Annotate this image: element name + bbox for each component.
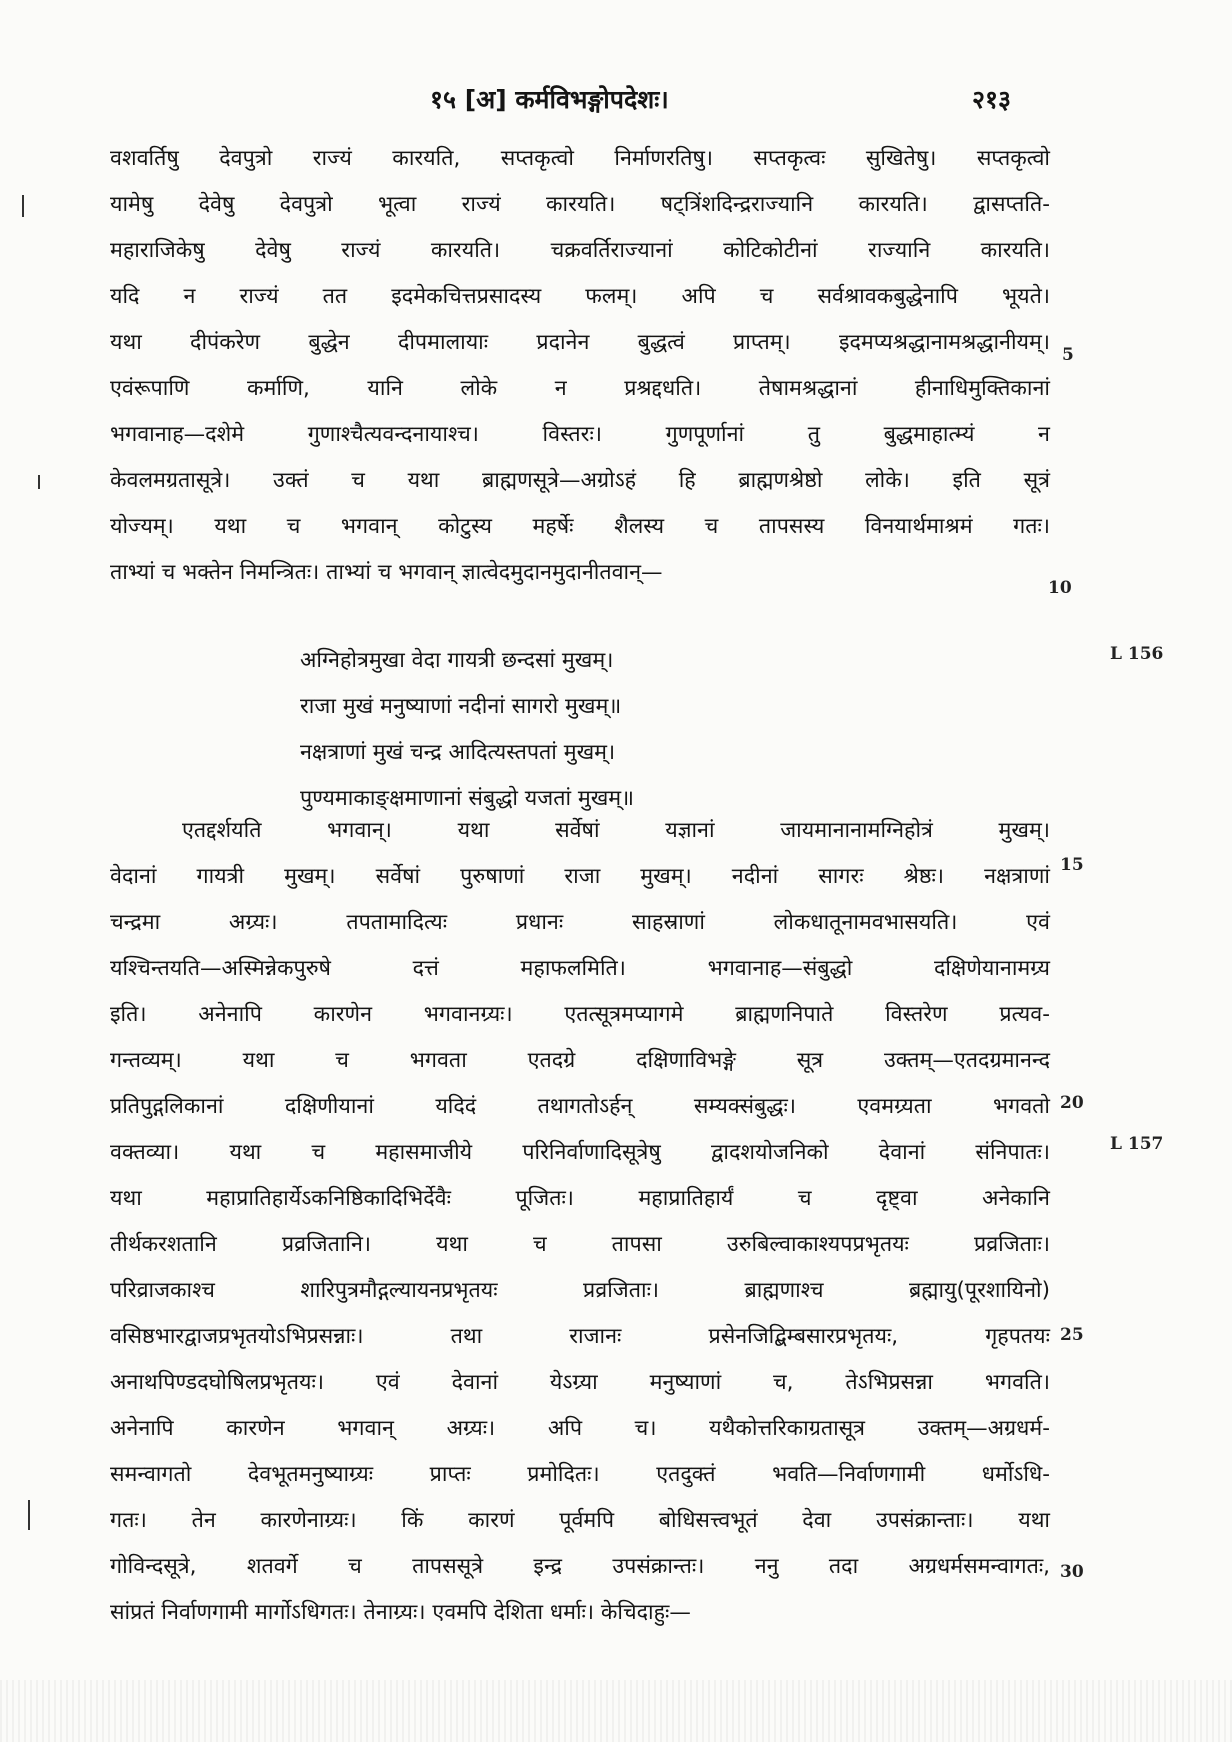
text-line: प्रतिपुद्गलिकानां दक्षिणीयानां यदिदं तथागतोऽर्हन् सम्यक्संबुद्धः। एवमग्र्यता भगवतो bbox=[110, 1094, 1050, 1119]
line-number: 5 bbox=[1062, 345, 1074, 365]
text-line: समन्वागतो देवभूतमनुष्याग्र्यः प्राप्तः प्रमोदितः। एतदुक्तं भवति—निर्वाणगामी धर्मोऽधि- bbox=[110, 1462, 1050, 1487]
text-line: महाराजिकेषु देवेषु राज्यं कारयति। चक्रवर्तिराज्यानां कोटिकोटीनां राज्यानि कारयति। bbox=[110, 238, 1050, 263]
text-line: वसिष्ठभारद्वाजप्रभृतयोऽभिप्रसन्नाः। तथा राजानः प्रसेनजिद्बिम्बसारप्रभृतयः, गृहपतयः bbox=[110, 1324, 1050, 1349]
margin-mark bbox=[22, 195, 24, 217]
page-number: २१३ bbox=[972, 85, 1012, 114]
page-header bbox=[0, 78, 1232, 118]
line-number: 20 bbox=[1060, 1093, 1084, 1113]
margin-reference: L 156 bbox=[1110, 644, 1164, 664]
margin-reference: L 157 bbox=[1110, 1134, 1164, 1154]
text-line: वक्तव्या। यथा च महासमाजीये परिनिर्वाणादिसूत्रेषु द्वादशयोजनिको देवानां संनिपातः। bbox=[110, 1140, 1050, 1165]
verse-line: पुण्यमाकाङ्क्षमाणानां संबुद्धो यजतां मुखम्॥ bbox=[300, 786, 635, 811]
verse-line: राजा मुखं मनुष्याणां नदीनां सागरो मुखम्॥ bbox=[300, 694, 622, 719]
margin-mark bbox=[28, 1500, 30, 1530]
text-line: अनाथपिण्डदघोषिलप्रभृतयः। एवं देवानां येऽग्र्या मनुष्याणां च, तेऽभिप्रसन्ना भगवति। bbox=[110, 1370, 1050, 1395]
text-line: वशवर्तिषु देवपुत्रो राज्यं कारयति, सप्तकृत्वो निर्माणरतिषु। सप्तकृत्वः सुखितेषु। सप्तकृत्वो bbox=[110, 146, 1050, 171]
line-number: 15 bbox=[1060, 855, 1084, 875]
text-line: गन्तव्यम्। यथा च भगवता एतदग्रे दक्षिणाविभङ्गे सूत्र उक्तम्—एतदग्रमानन्द bbox=[110, 1048, 1050, 1073]
text-line: यथा दीपंकरेण बुद्धेन दीपमालायाः प्रदानेन बुद्धत्वं प्राप्तम्। इदमप्यश्रद्धानामश्रद्धानीयम्। bbox=[110, 330, 1050, 355]
text-line: गतः। तेन कारणेनाग्र्यः। किं कारणं पूर्वमपि बोधिसत्त्वभूतं देवा उपसंक्रान्ताः। यथा bbox=[110, 1508, 1050, 1533]
verse-block bbox=[300, 638, 860, 822]
paragraph-2 bbox=[110, 808, 1050, 1636]
body-text bbox=[110, 136, 1050, 1636]
text-line: वेदानां गायत्री मुखम्। सर्वेषां पुरुषाणां राजा मुखम्। नदीनां सागरः श्रेष्ठः। नक्षत्राणां bbox=[110, 864, 1050, 889]
line-number: 30 bbox=[1060, 1562, 1084, 1582]
verse-line: अग्निहोत्रमुखा वेदा गायत्री छन्दसां मुखम्। bbox=[300, 648, 614, 673]
margin-mark bbox=[38, 475, 40, 489]
text-line: इति। अनेनापि कारणेन भगवानग्र्यः। एतत्सूत्रमप्यागमे ब्राह्मणनिपाते विस्तरेण प्रत्यव- bbox=[110, 1002, 1050, 1027]
text-line: एतद्दर्शयति भगवान्। यथा सर्वेषां यज्ञानां जायमानानामग्निहोत्रं मुखम्। bbox=[182, 818, 1050, 843]
text-line: तीर्थकरशतानि प्रव्रजितानि। यथा च तापसा उरुबिल्वाकाश्यपप्रभृतयः प्रव्रजिताः। bbox=[110, 1232, 1050, 1257]
text-line: यश्चिन्तयति—अस्मिन्नेकपुरुषे दत्तं महाफलमिति। भगवानाह—संबुद्धो दक्षिणेयानामग्र्य bbox=[110, 956, 1050, 981]
text-line: यथा महाप्रातिहार्येऽकनिष्ठिकादिभिर्देवैः पूजितः। महाप्रातिहार्यं च दृष्ट्वा अनेकानि bbox=[110, 1186, 1050, 1211]
text-line: चन्द्रमा अग्र्यः। तपतामादित्यः प्रधानः साहस्राणां लोकधातूनामवभासयति। एवं bbox=[110, 910, 1050, 935]
text-line: यामेषु देवेषु देवपुत्रो भूत्वा राज्यं कारयति। षट्त्रिंशदिन्द्रराज्यानि कारयति। द्वासप्तति- bbox=[110, 192, 1050, 217]
verse-line: नक्षत्राणां मुखं चन्द्र आदित्यस्तपतां मुखम्। bbox=[300, 740, 616, 765]
text-line: ताभ्यां च भक्तेन निमन्त्रितः। ताभ्यां च भगवान् ज्ञात्वेदमुदानमुदानीतवान्— bbox=[110, 560, 663, 585]
text-line: गोविन्दसूत्रे, शतवर्गे च तापससूत्रे इन्द्र उपसंक्रान्तः। ननु तदा अग्रधर्मसमन्वागतः, bbox=[110, 1554, 1050, 1579]
line-number: 10 bbox=[1048, 578, 1072, 598]
text-line: यदि न राज्यं तत इदमेकचित्तप्रसादस्य फलम्। अपि च सर्वश्रावकबुद्धेनापि भूयते। bbox=[110, 284, 1050, 309]
text-line: केवलमग्रतासूत्रे। उक्तं च यथा ब्राह्मणसूत्रे—अग्रोऽहं हि ब्राह्मणश्रेष्ठो लोके। इति सूत्रं bbox=[110, 468, 1050, 493]
text-line: सांप्रतं निर्वाणगामी मार्गोऽधिगतः। तेनाग्र्यः। एवमपि देशिता धर्माः। केचिदाहुः— bbox=[110, 1600, 691, 1625]
text-line: एवंरूपाणि कर्माणि, यानि लोके न प्रश्रद्दधति। तेषामश्रद्धानां हीनाधिमुक्तिकानां bbox=[110, 376, 1050, 401]
scan-noise bbox=[0, 1680, 1232, 1742]
line-number: 25 bbox=[1060, 1325, 1084, 1345]
text-line: अनेनापि कारणेन भगवान् अग्र्यः। अपि च। यथैकोत्तरिकाग्रतासूत्र उक्तम्—अग्रधर्म- bbox=[110, 1416, 1050, 1441]
text-line: भगवानाह—दशेमे गुणाश्चैत्यवन्दनायाश्च। विस्तरः। गुणपूर्णानां तु बुद्धमाहात्म्यं न bbox=[110, 422, 1050, 447]
running-title: १५ [अ] कर्मविभङ्गोपदेशः। bbox=[430, 85, 669, 114]
text-line: परिव्राजकाश्च शारिपुत्रमौद्गल्यायनप्रभृतयः प्रव्रजिताः। ब्राह्मणाश्च ब्रह्मायु(पूरशायिनो) bbox=[110, 1278, 1050, 1303]
paragraph-1 bbox=[110, 136, 1050, 596]
text-line: योज्यम्। यथा च भगवान् कोटुस्य महर्षेः शैलस्य च तापसस्य विनयार्थमाश्रमं गतः। bbox=[110, 514, 1050, 539]
